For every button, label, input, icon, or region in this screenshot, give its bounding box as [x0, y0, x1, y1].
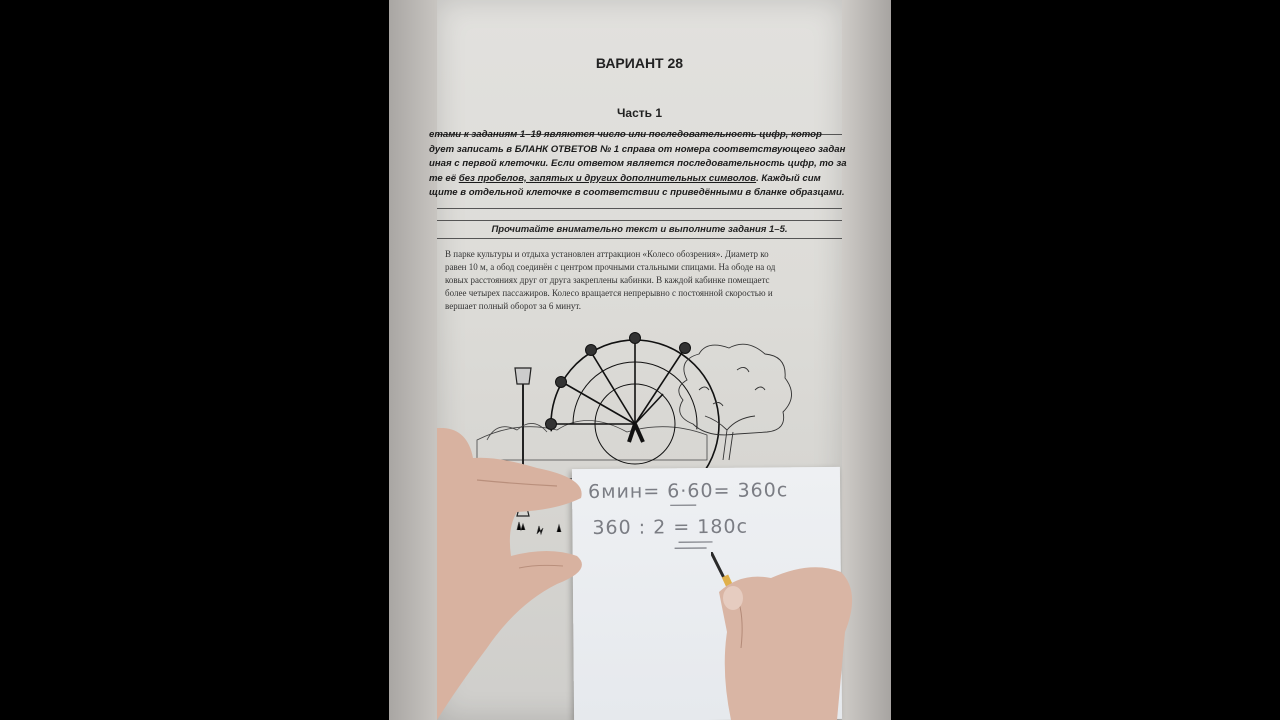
instruction-line: щите в отдельной клеточке в соответствии с приведёнными в бланке образцами.	[429, 187, 845, 199]
handwritten-line-2: 360 : 2 = 180с	[592, 515, 749, 539]
body-line: вершает полный оборот за 6 минут.	[445, 301, 581, 311]
divider-read-top	[437, 220, 842, 221]
part-heading: Часть 1	[616, 106, 663, 120]
underlined-phrase: без пробелов, запятых и других дополнительных символов	[458, 172, 757, 184]
read-task-heading: Прочитайте внимательно текст и выполните задания 1–5.	[491, 224, 788, 235]
problem-text	[445, 248, 845, 313]
divider-read-bottom	[437, 238, 842, 239]
instruction-line: те её без пробелов, запятых и других дополнительных символов. Каждый сим	[429, 172, 821, 184]
left-hand	[437, 428, 597, 720]
body-line: В парке культуры и отдыха установлен аттракцион «Колесо обозрения». Диаметр ко	[445, 249, 769, 259]
right-hand-with-pencil	[711, 552, 891, 720]
body-line: ковых расстояниях друг от друга закреплены кабинки. В каждой кабинке помещаетс	[445, 275, 770, 285]
handwritten-line-1: 6мин= 6·60= 360с	[588, 479, 789, 504]
instruction-line: иная с первой клеточки. Если ответом является последовательность цифр, то за	[429, 158, 847, 170]
video-frame	[389, 0, 891, 720]
instruction-line: дует записать в БЛАНК ОТВЕТОВ № 1 справа от номера соответствующего задан	[429, 143, 846, 155]
body-line: более четырех пассажиров. Колесо вращается непрерывно с постоянной скоростью и	[445, 288, 773, 298]
instruction-line: етами к заданиям 1–19 являются число или последовательность цифр, котор	[429, 129, 822, 140]
instructions-block	[429, 128, 849, 201]
variant-title: ВАРИАНТ 28	[595, 55, 684, 71]
body-line: равен 10 м, а обод соединён с центром прочными стальными спицами. На ободе на од	[445, 262, 776, 272]
divider-mid	[437, 208, 842, 209]
